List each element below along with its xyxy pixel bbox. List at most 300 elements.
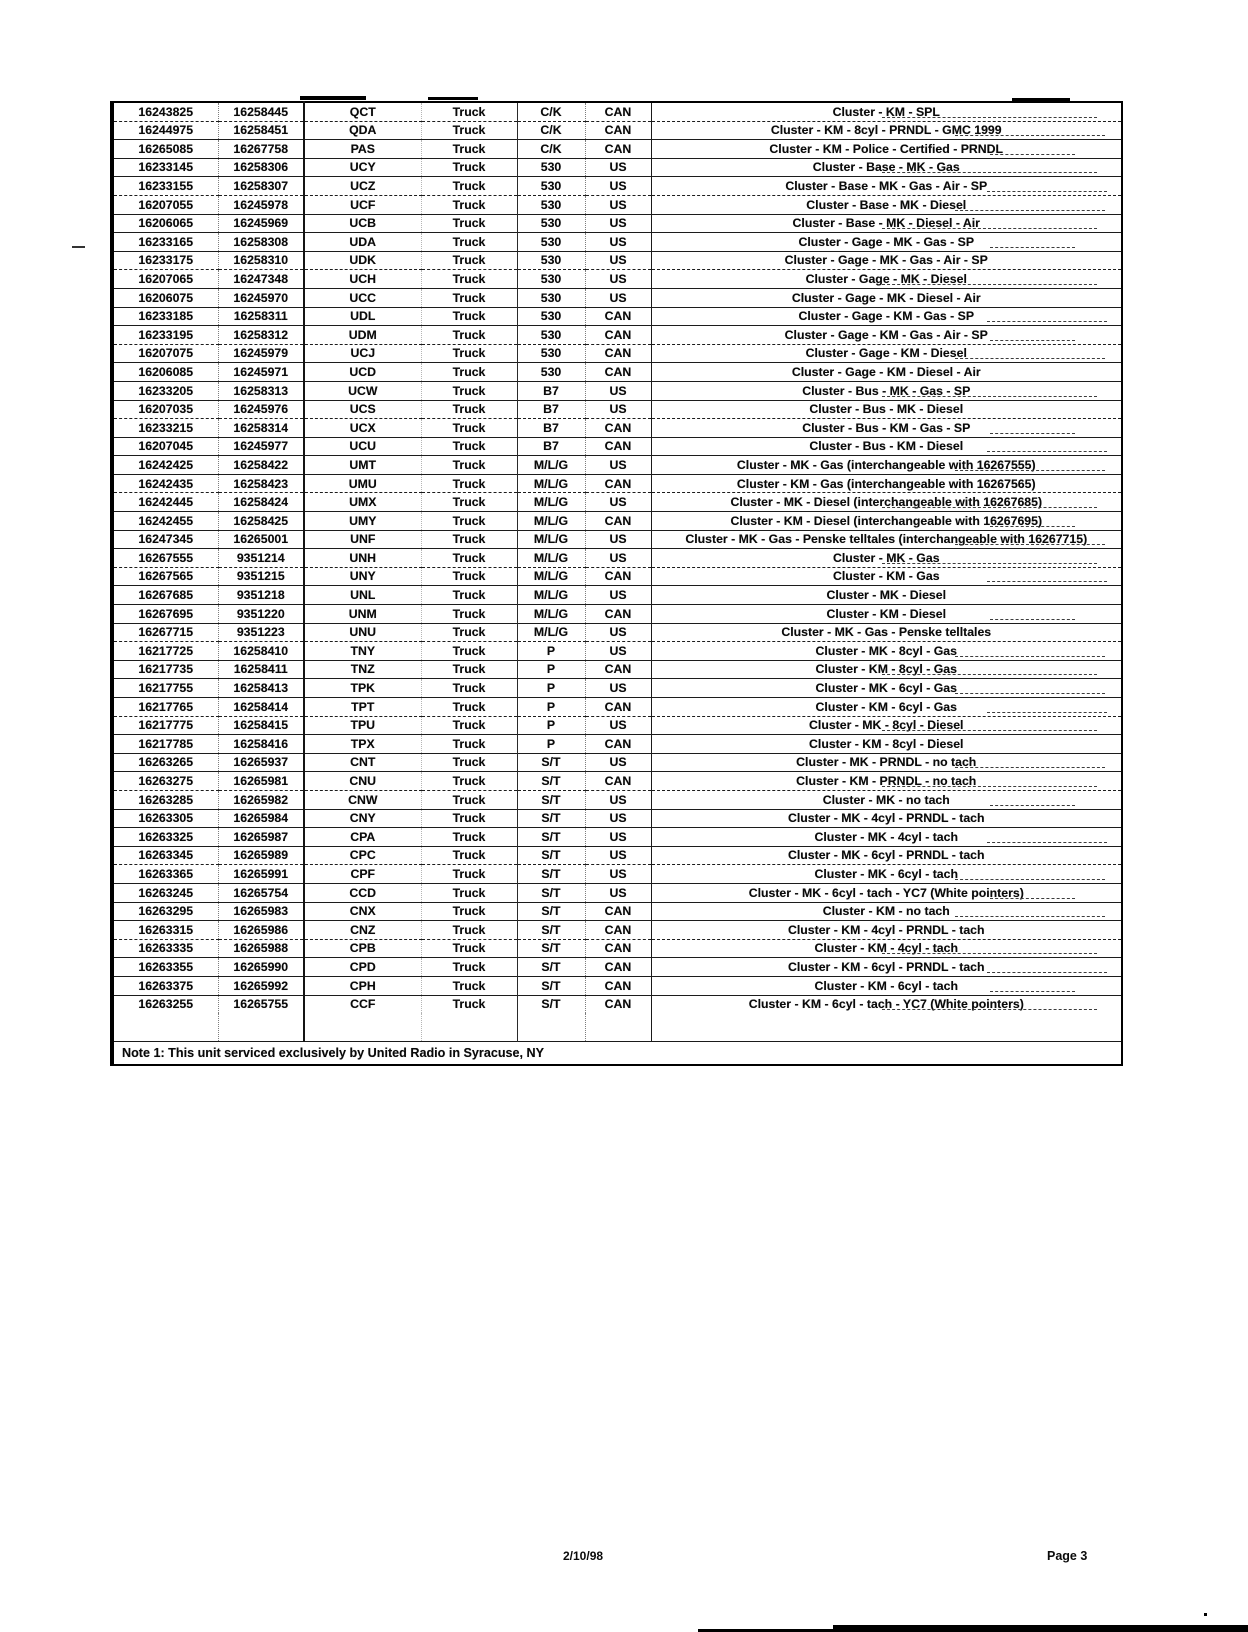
cell-oem-part-number: 16263305 — [112, 809, 218, 828]
cell-service-part-number: 16265755 — [218, 995, 304, 1013]
table-row — [112, 140, 1122, 159]
cell-oem-part-number: 16263255 — [112, 995, 218, 1013]
cell-service-part-number: 16258414 — [218, 698, 304, 717]
table-row — [112, 605, 1122, 624]
cell-model-code: CNT — [304, 753, 421, 772]
cell-model-code: UDK — [304, 251, 421, 270]
cell-description: Cluster - KM - no tach — [651, 902, 1122, 921]
cell-vehicle-type: Truck — [421, 344, 517, 363]
cell-description: Cluster - Gage - MK - Diesel - Air — [651, 288, 1122, 307]
cell-series: S/T — [517, 772, 585, 791]
cell-model-code: QCT — [304, 102, 421, 121]
cell-service-part-number: 16258306 — [218, 158, 304, 177]
cell-market: CAN — [585, 902, 651, 921]
cell-model-code: QDA — [304, 121, 421, 140]
cell-series: P — [517, 735, 585, 754]
cell-vehicle-type: Truck — [421, 140, 517, 159]
cell-series: 530 — [517, 195, 585, 214]
cell-oem-part-number: 16267715 — [112, 623, 218, 642]
cell-vehicle-type: Truck — [421, 902, 517, 921]
cell-service-part-number: 16258307 — [218, 177, 304, 196]
cell-service-part-number: 16245976 — [218, 400, 304, 419]
table-row — [112, 883, 1122, 902]
table-row — [112, 363, 1122, 382]
cell-market: CAN — [585, 344, 651, 363]
cell-service-part-number: 16245970 — [218, 288, 304, 307]
table-row — [112, 716, 1122, 735]
cell-market: US — [585, 195, 651, 214]
cell-series: M/L/G — [517, 586, 585, 605]
cell-description: Cluster - Gage - KM - Gas - Air - SP — [651, 326, 1122, 345]
cell-market: CAN — [585, 121, 651, 140]
cell-model-code: CNW — [304, 790, 421, 809]
cell-service-part-number: 16265937 — [218, 753, 304, 772]
cell-vehicle-type: Truck — [421, 995, 517, 1013]
cell-model-code: CPC — [304, 846, 421, 865]
cell-service-part-number: 16258425 — [218, 512, 304, 531]
table-row — [112, 958, 1122, 977]
cell-vehicle-type: Truck — [421, 512, 517, 531]
cell-series: B7 — [517, 381, 585, 400]
cell-description: Cluster - MK - no tach — [651, 790, 1122, 809]
cell-vehicle-type: Truck — [421, 530, 517, 549]
cell-model-code: UCX — [304, 419, 421, 438]
table-row — [112, 493, 1122, 512]
cell-service-part-number: 16258410 — [218, 642, 304, 661]
table-row — [112, 865, 1122, 884]
cell-market: CAN — [585, 474, 651, 493]
cell-vehicle-type: Truck — [421, 716, 517, 735]
cell-service-part-number: 16265001 — [218, 530, 304, 549]
cell-vehicle-type: Truck — [421, 493, 517, 512]
cell-model-code: UNM — [304, 605, 421, 624]
cell-model-code: UCY — [304, 158, 421, 177]
cell-model-code: UCC — [304, 288, 421, 307]
cell-description: Cluster - KM - 4cyl - PRNDL - tach — [651, 921, 1122, 940]
cell-service-part-number: 16265984 — [218, 809, 304, 828]
cell-description: Cluster - KM - PRNDL - no tach — [651, 772, 1122, 791]
cell-model-code: UCU — [304, 437, 421, 456]
cell-oem-part-number: 16233195 — [112, 326, 218, 345]
cell-service-part-number: 16258310 — [218, 251, 304, 270]
cell-oem-part-number: 16263345 — [112, 846, 218, 865]
cell-service-part-number: 16258415 — [218, 716, 304, 735]
cell-market: CAN — [585, 363, 651, 382]
scan-artifact-bottom-edge — [833, 1625, 1248, 1632]
cell-vehicle-type: Truck — [421, 753, 517, 772]
cell-vehicle-type: Truck — [421, 921, 517, 940]
cell-description: Cluster - KM - 6cyl - tach — [651, 976, 1122, 995]
cell-market: CAN — [585, 698, 651, 717]
cell-vehicle-type: Truck — [421, 121, 517, 140]
cell-service-part-number: 16265990 — [218, 958, 304, 977]
cell-service-part-number: 9351218 — [218, 586, 304, 605]
cell-oem-part-number: 16217785 — [112, 735, 218, 754]
cell-oem-part-number: 16233165 — [112, 233, 218, 252]
cell-model-code: TPT — [304, 698, 421, 717]
cell-model-code: CPF — [304, 865, 421, 884]
cell-model-code: TNY — [304, 642, 421, 661]
cell-service-part-number: 16265981 — [218, 772, 304, 791]
cell-description: Cluster - Gage - MK - Gas - Air - SP — [651, 251, 1122, 270]
cell-description: Cluster - MK - Gas — [651, 549, 1122, 568]
cell-description: Cluster - MK - Gas (interchangeable with 16267555) — [651, 456, 1122, 475]
cell-vehicle-type: Truck — [421, 474, 517, 493]
cell-series: S/T — [517, 846, 585, 865]
cell-oem-part-number: 16207055 — [112, 195, 218, 214]
cell-series: S/T — [517, 883, 585, 902]
cell-market: CAN — [585, 567, 651, 586]
cell-description: Cluster - Bus - KM - Gas - SP — [651, 419, 1122, 438]
cell-model-code: TPX — [304, 735, 421, 754]
cell-description: Cluster - KM - Diesel — [651, 605, 1122, 624]
cell-vehicle-type: Truck — [421, 158, 517, 177]
table-row — [112, 921, 1122, 940]
cell-description: Cluster - MK - Diesel — [651, 586, 1122, 605]
cell-oem-part-number: 16233175 — [112, 251, 218, 270]
table-row — [112, 214, 1122, 233]
note-row — [112, 1042, 1122, 1066]
cell-vehicle-type: Truck — [421, 809, 517, 828]
table-row — [112, 828, 1122, 847]
cell-description: Cluster - KM - SPL — [651, 102, 1122, 121]
table-row — [112, 288, 1122, 307]
cell-vehicle-type: Truck — [421, 883, 517, 902]
cell-oem-part-number: 16206085 — [112, 363, 218, 382]
cell-service-part-number: 9351220 — [218, 605, 304, 624]
cell-description: Cluster - Base - MK - Diesel — [651, 195, 1122, 214]
cell-series: M/L/G — [517, 493, 585, 512]
cell-description: Cluster - KM - 8cyl - Gas — [651, 660, 1122, 679]
cell-oem-part-number: 16263355 — [112, 958, 218, 977]
cell-vehicle-type: Truck — [421, 270, 517, 289]
cell-vehicle-type: Truck — [421, 102, 517, 121]
cell-service-part-number: 16265982 — [218, 790, 304, 809]
cell-series: P — [517, 642, 585, 661]
cell-market: US — [585, 809, 651, 828]
cell-description: Cluster - MK - Gas - Penske telltales (interchangeable with 16267715) — [651, 530, 1122, 549]
cell-vehicle-type: Truck — [421, 828, 517, 847]
cell-description: Cluster - KM - Police - Certified - PRNDL — [651, 140, 1122, 159]
cell-model-code: CNY — [304, 809, 421, 828]
table-row — [112, 158, 1122, 177]
cell-oem-part-number: 16267555 — [112, 549, 218, 568]
cell-market: CAN — [585, 735, 651, 754]
cell-vehicle-type: Truck — [421, 437, 517, 456]
cell-oem-part-number: 16242435 — [112, 474, 218, 493]
cell-oem-part-number: 16263325 — [112, 828, 218, 847]
cell-oem-part-number: 16263295 — [112, 902, 218, 921]
table-row — [112, 512, 1122, 531]
cell-description: Cluster - KM - 6cyl - Gas — [651, 698, 1122, 717]
cell-model-code: UMT — [304, 456, 421, 475]
cell-model-code: CPB — [304, 939, 421, 958]
cell-model-code: PAS — [304, 140, 421, 159]
cell-market: US — [585, 790, 651, 809]
cell-description: Cluster - Bus - KM - Diesel — [651, 437, 1122, 456]
table-row — [112, 270, 1122, 289]
cell-oem-part-number: 16207045 — [112, 437, 218, 456]
cell-market: US — [585, 549, 651, 568]
cell-series: 530 — [517, 344, 585, 363]
cell-market: US — [585, 270, 651, 289]
cell-service-part-number: 16265991 — [218, 865, 304, 884]
cell-series: S/T — [517, 753, 585, 772]
cell-vehicle-type: Truck — [421, 381, 517, 400]
cell-description: Cluster - MK - 8cyl - Diesel — [651, 716, 1122, 735]
cell-oem-part-number: 16217725 — [112, 642, 218, 661]
cell-oem-part-number: 16206075 — [112, 288, 218, 307]
cell-vehicle-type: Truck — [421, 456, 517, 475]
cell-series: M/L/G — [517, 474, 585, 493]
scan-artifact-top-blob — [300, 96, 366, 100]
cell-market: US — [585, 381, 651, 400]
cell-description: Cluster - Base - MK - Diesel - Air — [651, 214, 1122, 233]
cell-vehicle-type: Truck — [421, 679, 517, 698]
cell-oem-part-number: 16233215 — [112, 419, 218, 438]
cell-oem-part-number: 16263335 — [112, 939, 218, 958]
cell-service-part-number: 16258445 — [218, 102, 304, 121]
cell-service-part-number: 16258451 — [218, 121, 304, 140]
cell-model-code: UNH — [304, 549, 421, 568]
cell-series: 530 — [517, 251, 585, 270]
cell-model-code: UCW — [304, 381, 421, 400]
cell-market: CAN — [585, 976, 651, 995]
cell-service-part-number: 9351215 — [218, 567, 304, 586]
table-row — [112, 121, 1122, 140]
cell-vehicle-type: Truck — [421, 419, 517, 438]
cell-vehicle-type: Truck — [421, 363, 517, 382]
cell-series: C/K — [517, 140, 585, 159]
cell-description: Cluster - Gage - MK - Diesel — [651, 270, 1122, 289]
table-row — [112, 809, 1122, 828]
cell-market: US — [585, 828, 651, 847]
cell-description: Cluster - Gage - MK - Gas - SP — [651, 233, 1122, 252]
cell-model-code: UMY — [304, 512, 421, 531]
cell-market: CAN — [585, 995, 651, 1013]
cell-market: CAN — [585, 772, 651, 791]
cell-series: 530 — [517, 214, 585, 233]
cell-market: US — [585, 642, 651, 661]
parts-table-body — [112, 102, 1122, 1013]
cell-vehicle-type: Truck — [421, 660, 517, 679]
cell-model-code: UCB — [304, 214, 421, 233]
table-row — [112, 233, 1122, 252]
note-text: Note 1: This unit serviced exclusively by United Radio in Syracuse, NY — [112, 1042, 1122, 1066]
cell-vehicle-type: Truck — [421, 400, 517, 419]
cell-market: CAN — [585, 419, 651, 438]
cell-oem-part-number: 16233155 — [112, 177, 218, 196]
cell-vehicle-type: Truck — [421, 177, 517, 196]
cell-oem-part-number: 16233205 — [112, 381, 218, 400]
cell-service-part-number: 9351214 — [218, 549, 304, 568]
cell-model-code: CCF — [304, 995, 421, 1013]
cell-model-code: UCH — [304, 270, 421, 289]
cell-description: Cluster - Gage - KM - Gas - SP — [651, 307, 1122, 326]
cell-oem-part-number: 16263285 — [112, 790, 218, 809]
cell-description: Cluster - Bus - MK - Diesel — [651, 400, 1122, 419]
table-row — [112, 474, 1122, 493]
table-row — [112, 790, 1122, 809]
cell-service-part-number: 16258308 — [218, 233, 304, 252]
table-row — [112, 344, 1122, 363]
cell-series: C/K — [517, 121, 585, 140]
cell-market: CAN — [585, 326, 651, 345]
table-row — [112, 623, 1122, 642]
cell-oem-part-number: 16263365 — [112, 865, 218, 884]
cell-oem-part-number: 16207035 — [112, 400, 218, 419]
scan-artifact-margin-dash — [72, 246, 85, 248]
cell-series: S/T — [517, 865, 585, 884]
cell-service-part-number: 16265987 — [218, 828, 304, 847]
scan-artifact-top-blob — [1012, 98, 1070, 103]
cell-model-code: UDM — [304, 326, 421, 345]
cell-service-part-number: 16265754 — [218, 883, 304, 902]
cell-oem-part-number: 16267565 — [112, 567, 218, 586]
cell-description: Cluster - Base - MK - Gas — [651, 158, 1122, 177]
cell-market: CAN — [585, 939, 651, 958]
cell-service-part-number: 16258423 — [218, 474, 304, 493]
table-row — [112, 642, 1122, 661]
cell-vehicle-type: Truck — [421, 976, 517, 995]
cell-oem-part-number: 16263275 — [112, 772, 218, 791]
cell-oem-part-number: 16263315 — [112, 921, 218, 940]
table-row — [112, 567, 1122, 586]
cell-service-part-number: 9351223 — [218, 623, 304, 642]
cell-description: Cluster - MK - 6cyl - PRNDL - tach — [651, 846, 1122, 865]
cell-description: Cluster - KM - 8cyl - Diesel — [651, 735, 1122, 754]
cell-series: 530 — [517, 307, 585, 326]
cell-series: M/L/G — [517, 512, 585, 531]
table-row — [112, 326, 1122, 345]
table-row — [112, 549, 1122, 568]
cell-series: S/T — [517, 790, 585, 809]
scan-artifact-dot — [1204, 1613, 1207, 1616]
cell-market: US — [585, 251, 651, 270]
cell-oem-part-number: 16267685 — [112, 586, 218, 605]
cell-description: Cluster - KM - 6cyl - tach - YC7 (White pointers) — [651, 995, 1122, 1013]
cell-vehicle-type: Truck — [421, 939, 517, 958]
cell-description: Cluster - MK - 6cyl - tach - YC7 (White pointers) — [651, 883, 1122, 902]
cell-market: CAN — [585, 102, 651, 121]
cell-series: B7 — [517, 437, 585, 456]
cell-market: US — [585, 883, 651, 902]
cell-description: Cluster - MK - 4cyl - tach — [651, 828, 1122, 847]
cell-oem-part-number: 16247345 — [112, 530, 218, 549]
cell-market: CAN — [585, 605, 651, 624]
cell-series: P — [517, 698, 585, 717]
cell-market: CAN — [585, 958, 651, 977]
table-row — [112, 437, 1122, 456]
cell-vehicle-type: Truck — [421, 214, 517, 233]
cell-model-code: UCJ — [304, 344, 421, 363]
cell-series: M/L/G — [517, 530, 585, 549]
table-row — [112, 939, 1122, 958]
cell-market: US — [585, 865, 651, 884]
cell-description: Cluster - MK - 6cyl - tach — [651, 865, 1122, 884]
cell-series: P — [517, 716, 585, 735]
cell-series: S/T — [517, 976, 585, 995]
cell-model-code: UNL — [304, 586, 421, 605]
table-row — [112, 772, 1122, 791]
cell-service-part-number: 16265983 — [218, 902, 304, 921]
cell-series: M/L/G — [517, 567, 585, 586]
cell-description: Cluster - KM - 8cyl - PRNDL - GMC 1999 — [651, 121, 1122, 140]
cell-series: S/T — [517, 828, 585, 847]
cell-market: US — [585, 233, 651, 252]
cell-vehicle-type: Truck — [421, 251, 517, 270]
cell-service-part-number: 16265992 — [218, 976, 304, 995]
cell-service-part-number: 16247348 — [218, 270, 304, 289]
cell-service-part-number: 16258411 — [218, 660, 304, 679]
cell-series: S/T — [517, 939, 585, 958]
cell-market: US — [585, 846, 651, 865]
table-row — [112, 698, 1122, 717]
cell-vehicle-type: Truck — [421, 195, 517, 214]
footer-date: 2/10/98 — [563, 1549, 604, 1563]
cell-series: 530 — [517, 288, 585, 307]
cell-vehicle-type: Truck — [421, 586, 517, 605]
cell-model-code: TPK — [304, 679, 421, 698]
cell-oem-part-number: 16267695 — [112, 605, 218, 624]
cell-series: M/L/G — [517, 456, 585, 475]
table-row — [112, 419, 1122, 438]
cell-description: Cluster - KM - 6cyl - PRNDL - tach — [651, 958, 1122, 977]
table-row — [112, 586, 1122, 605]
cell-market: CAN — [585, 512, 651, 531]
cell-vehicle-type: Truck — [421, 233, 517, 252]
cell-service-part-number: 16245979 — [218, 344, 304, 363]
cell-service-part-number: 16258314 — [218, 419, 304, 438]
cell-service-part-number: 16245978 — [218, 195, 304, 214]
cell-oem-part-number: 16233185 — [112, 307, 218, 326]
cell-market: US — [585, 716, 651, 735]
cell-description: Cluster - Base - MK - Gas - Air - SP — [651, 177, 1122, 196]
cell-market: US — [585, 623, 651, 642]
cell-oem-part-number: 16207065 — [112, 270, 218, 289]
cell-oem-part-number: 16206065 — [112, 214, 218, 233]
cell-description: Cluster - KM - 4cyl - tach — [651, 939, 1122, 958]
table-row — [112, 902, 1122, 921]
cell-vehicle-type: Truck — [421, 605, 517, 624]
cell-model-code: UDA — [304, 233, 421, 252]
cell-series: 530 — [517, 158, 585, 177]
cell-oem-part-number: 16207075 — [112, 344, 218, 363]
table-row — [112, 102, 1122, 121]
cell-vehicle-type: Truck — [421, 735, 517, 754]
cell-description: Cluster - KM - Diesel (interchangeable with 16267695) — [651, 512, 1122, 531]
cell-model-code: UDL — [304, 307, 421, 326]
cell-vehicle-type: Truck — [421, 790, 517, 809]
cell-oem-part-number: 16263375 — [112, 976, 218, 995]
cell-series: S/T — [517, 921, 585, 940]
cell-series: 530 — [517, 363, 585, 382]
table-row — [112, 381, 1122, 400]
table-row — [112, 753, 1122, 772]
table-row — [112, 251, 1122, 270]
cell-description: Cluster - Gage - KM - Diesel — [651, 344, 1122, 363]
cell-model-code: UCS — [304, 400, 421, 419]
cell-description: Cluster - MK - 8cyl - Gas — [651, 642, 1122, 661]
cell-model-code: UNY — [304, 567, 421, 586]
cell-oem-part-number: 16244975 — [112, 121, 218, 140]
cell-market: US — [585, 586, 651, 605]
cell-oem-part-number: 16242445 — [112, 493, 218, 512]
cell-oem-part-number: 16242425 — [112, 456, 218, 475]
cell-service-part-number: 16265989 — [218, 846, 304, 865]
cell-service-part-number: 16245977 — [218, 437, 304, 456]
cell-market: US — [585, 214, 651, 233]
